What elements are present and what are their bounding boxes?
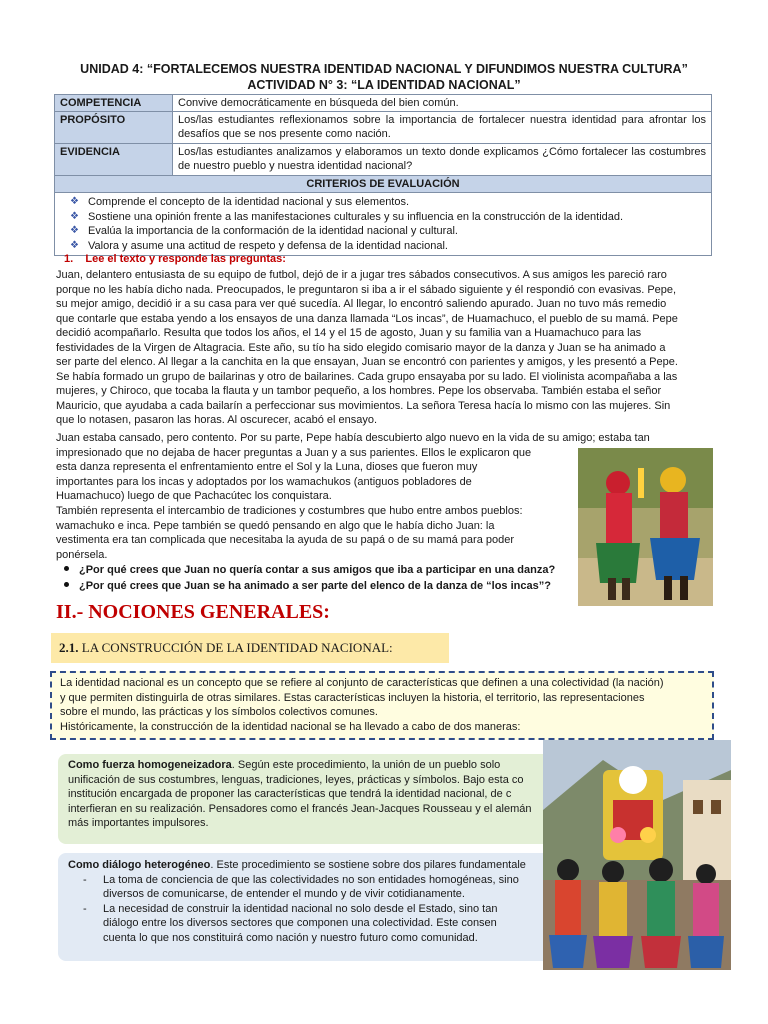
diamond-bullet-icon: ❖ — [70, 225, 79, 236]
criterios-cell — [55, 193, 712, 256]
text-line: cuenta lo que nos constituirá como nación y nuestro futuro como comunidad. — [103, 931, 478, 944]
competencia-label: COMPETENCIA — [55, 95, 173, 112]
section-heading: II.- NOCIONES GENERALES: — [56, 601, 330, 623]
criteria-item: ❖ Sostiene una opinión frente a las manifestaciones culturales y su influencia en la construcción de la identidad. — [70, 210, 624, 223]
competency-table — [54, 94, 712, 256]
procession-photo-icon — [543, 740, 731, 970]
question-2: ¿Por qué crees que Juan se ha animado a ser parte del elenco de la danza de “los incas”? — [64, 579, 551, 594]
text-line: diálogo entre los diversos sectores que componen una colectividad. Este consen — [103, 917, 497, 929]
text-line: unificación de sus costumbres, lenguas, tradiciones, leyes, prácticas y símbolos. Bajo esta co — [68, 773, 524, 786]
criteria-list — [60, 195, 706, 253]
text-line: más importantes impulsores. — [68, 817, 209, 829]
criterios-label: CRITERIOS DE EVALUACIÓN — [55, 176, 712, 193]
diamond-bullet-icon: ❖ — [70, 239, 79, 251]
diamond-bullet-icon: ❖ — [70, 210, 79, 222]
reading-paragraph-3 — [56, 504, 568, 562]
reading-instruction: 1. Lee el texto y responde las preguntas: — [64, 253, 286, 265]
evidencia-text: Los/las estudiantes analizamos y elaboramos un texto donde explicamos ¿Cómo fortalecer las costumbres de nuestro pueblo y nuestra identidad nacional? — [173, 144, 712, 176]
text-line: Juan estaba cansado, pero contento. Por su parte, Pepe había descubierto algo nuevo en la vida de su amigo; estaba tan — [56, 432, 650, 444]
proposito-text: Los/las estudiantes reflexionamos sobre la importancia de fortalecer nuestra identidad para afrontar los desafíos que se nos presente como nación. — [173, 112, 712, 144]
text-line: su mejor amigo, decidió ir a su casa para ver qué sucedía. Al llegar, lo encontró saliendo apurado. Juan no tuvo más remedio — [56, 298, 667, 310]
text-line: mujeres, y Chiroco, que tocaba la flauta y un tambor pequeño, a los hombres. Pepe los observaba. También estaba el señor — [56, 385, 662, 397]
subsection-number: 2.1. — [59, 640, 79, 655]
text-line: Mauricio, que ayudaba a cada bailarín a perfeccionar sus movimientos. La señora Teresa hacía lo mismo con las mujeres. Sin — [56, 399, 671, 412]
subsection-text: LA CONSTRUCCIÓN DE LA IDENTIDAD NACIONAL: — [78, 640, 393, 655]
text-line: vestimenta era tan complicada que necesitaba la ayuda de su papá o de su mamá para poder — [56, 534, 515, 546]
homogenizing-label: Como fuerza homogeneizadora — [68, 759, 232, 771]
text-line: wamachuko e inca. Pepe también se quedó pensando en algo que le había dicho Juan: la — [56, 519, 495, 532]
dash-bullet-icon: - — [83, 873, 87, 886]
text-line: festividades de la Virgen de Altagracia. Este año, su tío ha sido elegido comisario mayor de la danza y Juan se ha animado a — [56, 341, 666, 354]
text-line: Como diálogo heterogéneo. Este procedimiento se sostiene sobre dos pilares fundamentale — [68, 859, 526, 871]
text-line: impresionado que no dejaba de hacer preguntas a Juan y a sus parientes. Ellos le explicaron que — [56, 446, 532, 459]
text-line: diversos de comunicarse, de entender el mundo y de vivir cotidianamente. — [103, 888, 465, 900]
criteria-item: ❖ Valora y asume una actitud de respeto y defensa de la identidad nacional. — [70, 239, 448, 252]
criteria-item: ❖ Comprende el concepto de la identidad nacional y sus elementos. — [70, 196, 410, 208]
text-line: Juan, delantero entusiasta de su equipo de futbol, dejó de ir a jugar tres sábados consecutivos. A sus amigos les pareció raro — [56, 269, 667, 281]
text-line: interfieran en su realización. Pensadores como el francés Jean-Jacques Rousseau y el alemán — [68, 802, 532, 815]
text-line: decidió acompañarlo. Resulta que todos los años, el 14 y el 15 de agosto, Juan y su familia van a Huamachuco para las — [56, 327, 642, 339]
bullet-icon — [64, 582, 69, 587]
text-line: Históricamente, la construcción de la identidad nacional se ha llevado a cabo de dos maneras: — [60, 720, 521, 733]
text-line: Se había formado un grupo de bailarinas y otro de bailarines. Cada grupo ensayaba por su lado. El violinista acompañaba a las — [56, 370, 678, 383]
text-line: que lo notasen, pasaron las horas. Al oscurecer, acabó el ensayo. — [56, 414, 378, 426]
text-line: ponérsela. — [56, 548, 108, 561]
text-line: porque no les había dicho nada. Preocupados, le preguntaron si iba a ir el sábado siguiente y él respondió con evasivas. Pepe, — [56, 283, 677, 296]
text-line: y que permiten distinguirla de otras similares. Estas características incluyen la historia, el territorio, las representaciones — [60, 691, 645, 704]
text-line: Huamachuco) luego de que Pachacútec los conquistara. — [56, 490, 332, 502]
dancers-photo-icon — [578, 448, 713, 606]
text-line: Como fuerza homogeneizadora. Según este procedimiento, la unión de un pueblo solo — [68, 759, 501, 771]
text-line: que contarle que estaba yendo a los ensayos de una danza llamada “Los incas”, de Huamachuco, el pueblo de su mamá. Pepe — [56, 312, 678, 325]
text-line: ser parte del elenco. Al llegar a la canchita en la que ensayan, Juan se encontró con parientes y amigos, y les presentó a Pepe. — [56, 356, 678, 368]
heterogeneous-label: Como diálogo heterogéneo — [68, 859, 211, 871]
unit-title: UNIDAD 4: “FORTALECEMOS NUESTRA IDENTIDAD NACIONAL Y DIFUNDIMOS NUESTRA CULTURA” — [80, 62, 688, 76]
dancers-photo — [578, 448, 713, 606]
text-line: importantes para los incas y adoptados por los wamachukos (antiguos pobladores de — [56, 475, 472, 488]
text-line: También representa el intercambio de tradiciones y costumbres que hubo entre ambos pueblos: — [56, 505, 523, 517]
activity-title: ACTIVIDAD N° 3: “LA IDENTIDAD NACIONAL” — [247, 78, 521, 92]
text-line: esta danza representa el enfrentamiento entre el Sol y la Luna, dioses que fueron muy — [56, 461, 478, 473]
procession-photo — [543, 740, 731, 970]
reading-paragraph-1 — [56, 268, 712, 428]
competencia-text: Convive democráticamente en búsqueda del bien común. — [173, 95, 712, 112]
text-line: La necesidad de construir la identidad nacional no solo desde el Estado, sino tan — [103, 902, 498, 915]
dash-bullet-icon: - — [83, 902, 87, 915]
question-1: ¿Por qué crees que Juan no quería contar a sus amigos que iba a participar en una danza? — [64, 563, 555, 578]
diamond-bullet-icon: ❖ — [70, 196, 79, 207]
proposito-label: PROPÓSITO — [55, 112, 173, 144]
subsection-title — [51, 633, 449, 663]
bullet-icon — [64, 566, 69, 571]
text-line: sobre el mundo, las prácticas y los símbolos colectivos comunes. — [60, 706, 378, 718]
text-line: institución encargada de proponer las características que tendrá la identidad nacional, de c — [68, 788, 512, 800]
text-line: La toma de conciencia de que las colectividades no son entidades homogéneas, sino — [103, 873, 519, 886]
text-line: La identidad nacional es un concepto que se refiere al conjunto de características que definen a una colectividad (la nación) — [60, 677, 664, 689]
evidencia-label: EVIDENCIA — [55, 144, 173, 176]
definition-box — [50, 671, 714, 740]
criteria-item: ❖ Evalúa la importancia de la conformación de la identidad nacional y cultural. — [70, 225, 458, 237]
